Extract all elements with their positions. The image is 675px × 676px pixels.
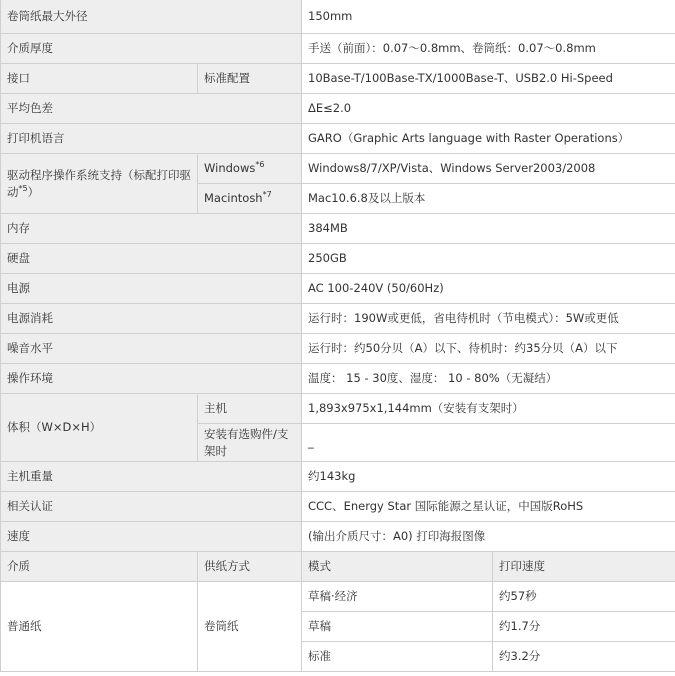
spec-sublabel: 标准配置 xyxy=(198,64,302,94)
spec-row-color-diff xyxy=(1,94,675,124)
spec-label: 接口 xyxy=(1,64,198,94)
spec-value: 384MB xyxy=(302,214,675,244)
speed-table-header xyxy=(1,552,675,582)
spec-row-media-thickness xyxy=(1,34,675,64)
mac-label: Macintosh xyxy=(204,191,263,205)
spec-value: 10Base-T/100Base-TX/1000Base-T、USB2.0 Hi-Speed xyxy=(302,64,675,94)
spec-sublabel-windows xyxy=(198,154,302,184)
spec-label: 介质厚度 xyxy=(1,34,302,64)
spec-label: 打印机语言 xyxy=(1,124,302,154)
spec-row-dimensions-main xyxy=(1,394,675,424)
spec-value: (输出介质尺寸：A0) 打印海报图像 xyxy=(302,522,675,552)
speed-mode: 草稿 xyxy=(302,612,493,642)
spec-label: 体积（W×D×H） xyxy=(1,394,198,462)
spec-label: 电源 xyxy=(1,274,302,304)
driver-label-text: 驱动程序操作系统支持（标配打印驱动 xyxy=(7,167,191,199)
speed-feed: 卷筒纸 xyxy=(198,582,302,672)
spec-value: Windows8/7/XP/Vista、Windows Server2003/2008 xyxy=(302,154,675,184)
speed-media: 普通纸 xyxy=(1,582,198,672)
spec-label: 主机重量 xyxy=(1,462,302,492)
spec-label: 硬盘 xyxy=(1,244,302,274)
spec-value: Mac10.6.8及以上版本 xyxy=(302,184,675,214)
spec-row-memory xyxy=(1,214,675,244)
spec-label: 速度 xyxy=(1,522,302,552)
spec-value: _ xyxy=(302,424,675,462)
footnote-marker: *7 xyxy=(262,190,272,200)
spec-row-certification xyxy=(1,492,675,522)
spec-label: 电源消耗 xyxy=(1,304,302,334)
footnote-marker: *5 xyxy=(18,183,28,193)
spec-label: 噪音水平 xyxy=(1,334,302,364)
spec-value: 运行时：约50分贝（A）以下、待机时：约35分贝（A）以下 xyxy=(302,334,675,364)
spec-row-power-consumption xyxy=(1,304,675,334)
spec-label: 平均色差 xyxy=(1,94,302,124)
spec-sublabel: 主机 xyxy=(198,394,302,424)
spec-value: AC 100-240V (50/60Hz) xyxy=(302,274,675,304)
spec-sublabel-mac xyxy=(198,184,302,214)
speed-mode: 草稿·经济 xyxy=(302,582,493,612)
spec-value: CCC、Energy Star 国际能源之星认证，中国版RoHS xyxy=(302,492,675,522)
driver-label-end: ） xyxy=(27,184,40,199)
spec-label: 相关认证 xyxy=(1,492,302,522)
spec-label: 内存 xyxy=(1,214,302,244)
column-header-media: 介质 xyxy=(1,552,198,582)
spec-row-noise xyxy=(1,334,675,364)
spec-row-disk xyxy=(1,244,675,274)
spec-row-driver-windows xyxy=(1,154,675,184)
windows-label: Windows xyxy=(204,161,256,175)
spec-sublabel: 安装有选购件/支架时 xyxy=(198,424,302,462)
spec-value: 运行时：190W或更低，省电待机时（节电模式）：5W或更低 xyxy=(302,304,675,334)
spec-label-driver xyxy=(1,154,198,214)
column-header-speed: 打印速度 xyxy=(493,552,675,582)
speed-value: 约57秒 xyxy=(493,582,675,612)
spec-row-weight xyxy=(1,462,675,492)
speed-value: 约1.7分 xyxy=(493,612,675,642)
spec-value: 250GB xyxy=(302,244,675,274)
column-header-feed: 供纸方式 xyxy=(198,552,302,582)
spec-row-interface xyxy=(1,64,675,94)
spec-label: 卷筒纸最大外径 xyxy=(1,0,302,34)
speed-row xyxy=(1,582,675,612)
spec-value: ΔE≤2.0 xyxy=(302,94,675,124)
spec-value: 1,893x975x1,144mm（安装有支架时） xyxy=(302,394,675,424)
spec-row-roll-diameter xyxy=(1,0,675,34)
spec-value: 手送（前面）：0.07～0.8mm、卷筒纸：0.07～0.8mm xyxy=(302,34,675,64)
spec-row-printer-language xyxy=(1,124,675,154)
spec-value: 150mm xyxy=(302,0,675,34)
spec-value: 约143kg xyxy=(302,462,675,492)
speed-value: 约3.2分 xyxy=(493,642,675,672)
speed-mode: 标准 xyxy=(302,642,493,672)
spec-row-speed xyxy=(1,522,675,552)
spec-value: GARO（Graphic Arts language with Raster Operations） xyxy=(302,124,675,154)
spec-row-power xyxy=(1,274,675,304)
column-header-mode: 模式 xyxy=(302,552,493,582)
footnote-marker: *6 xyxy=(255,160,265,170)
spec-row-environment xyxy=(1,364,675,394)
spec-value: 温度： 15 - 30度、湿度： 10 - 80%（无凝结） xyxy=(302,364,675,394)
spec-label: 操作环境 xyxy=(1,364,302,394)
